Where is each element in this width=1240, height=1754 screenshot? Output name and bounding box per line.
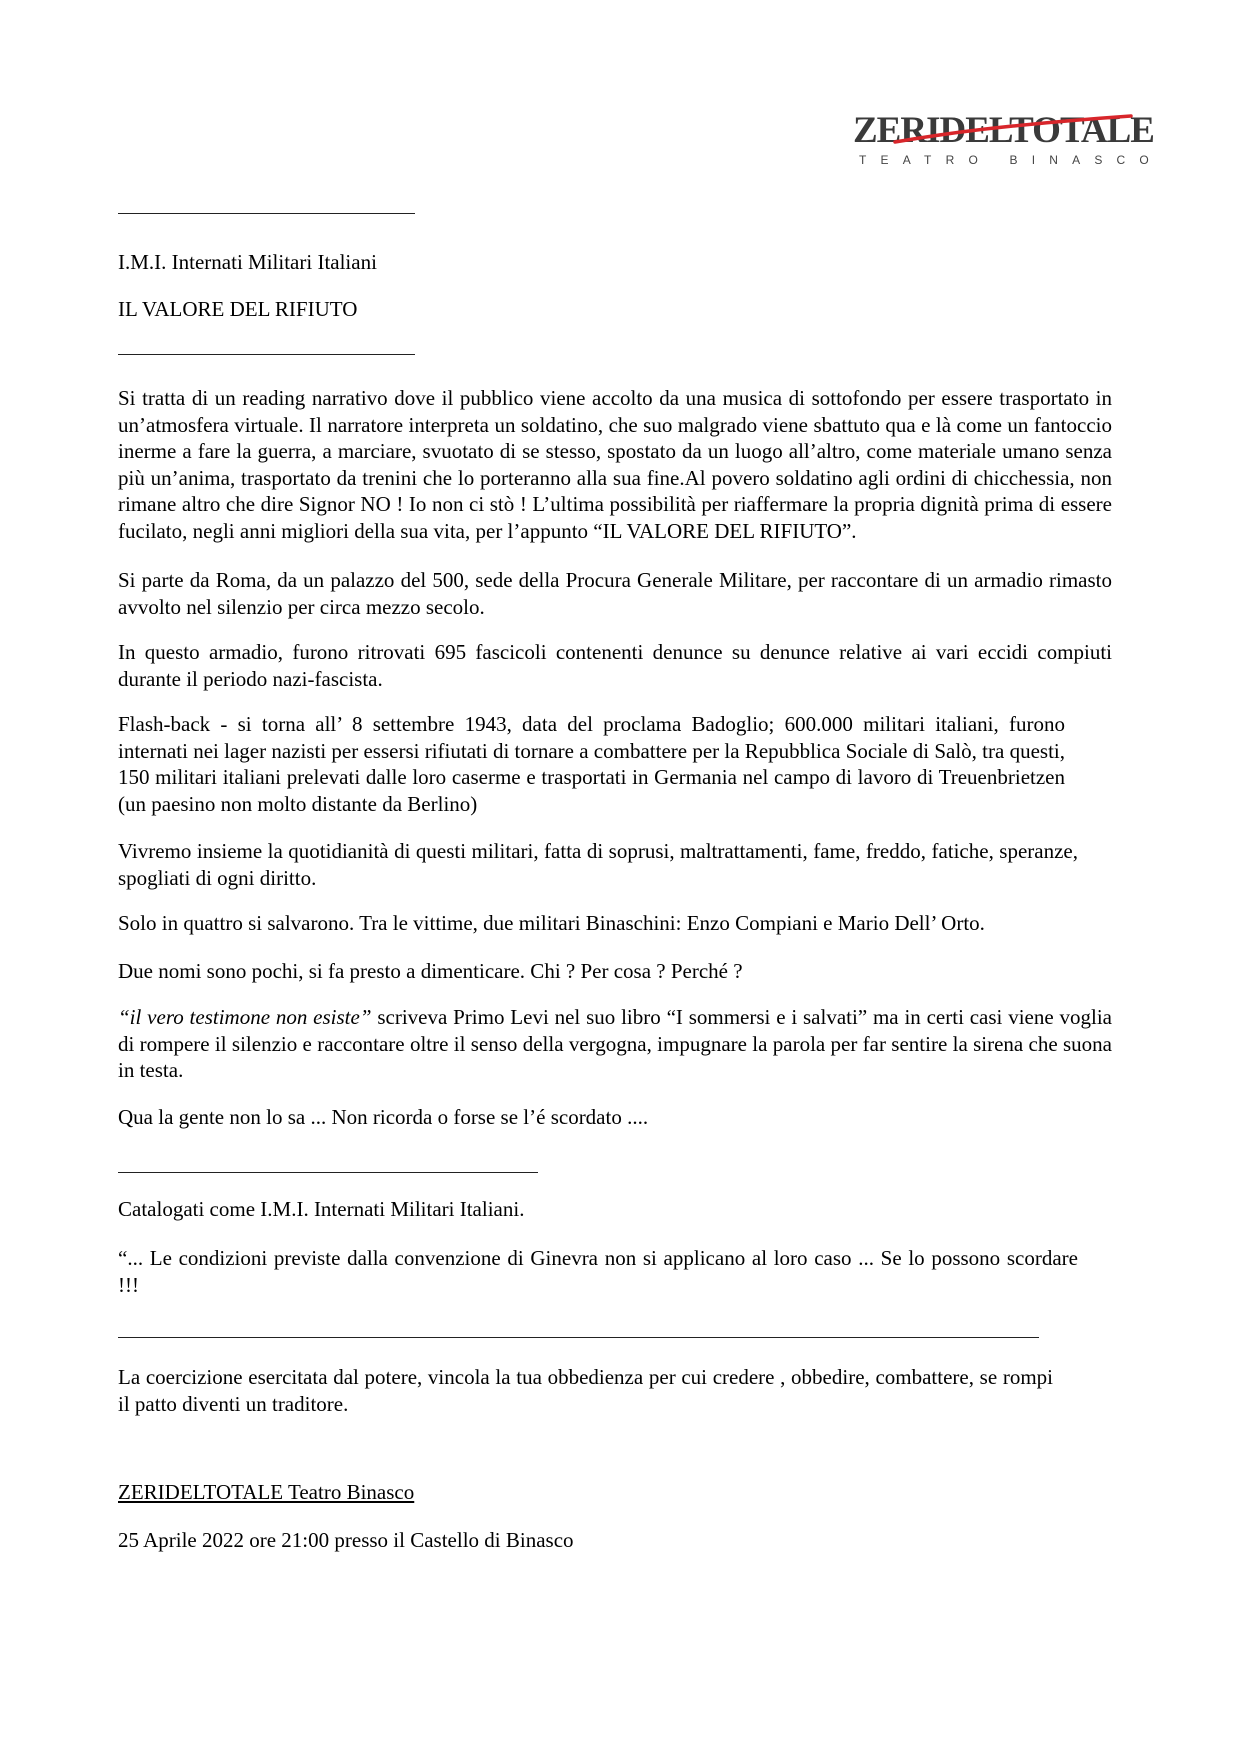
logo-swoosh-icon — [893, 112, 1133, 152]
paragraph-flashback: Flash-back - si torna all’ 8 settembre 1943, data del proclama Badoglio; 600.000 militari italiani, furono internati nei lager nazisti per essersi rifiutati di tornare a combattere per la Repubblica Sociale di Salò, tra questi, 150 militari italiani prelevati dalle loro caserme e trasportati in Germania nel campo di lavoro di Treuenbrietzen (un paesino non molto distante da Berlino) — [118, 712, 1065, 816]
paragraph-quotidianita: Vivremo insieme la quotidianità di questi militari, fatta di soprusi, maltrattamenti, fame, freddo, fatiche, speranze, spogliati di ogni diritto. — [118, 839, 1078, 890]
paragraph-rome: Si parte da Roma, da un palazzo del 500, sede della Procura Generale Militare, per raccontare di un armadio rimasto avvolto nel silenzio per circa mezzo secolo. — [118, 568, 1112, 619]
catalogati-line: Catalogati come I.M.I. Internati Militari Italiani. — [118, 1197, 525, 1221]
paragraph-primo-levi — [118, 1004, 1112, 1084]
divider-top — [118, 213, 415, 214]
divider-middle — [118, 1172, 538, 1173]
header-title: IL VALORE DEL RIFIUTO — [118, 297, 358, 321]
theatre-logo — [853, 110, 1163, 182]
divider-long — [118, 1337, 1039, 1338]
paragraph-intro: Si tratta di un reading narrativo dove il pubblico viene accolto da una musica di sottofondo per essere trasportato in un’atmosfera virtuale. Il narratore interpreta un soldatino, che suo malgrado viene sbattuto qua e là come un fantoccio inerme a fare la guerra, a marciare, svuotato di se stesso, spostato da un luogo all’altro, come materiale umano senza più un’anima, trasportato da trenini che lo porteranno alla sua fine.Al povero soldatino agli ordini di chicchessia, non rimane altro che dire Signor NO ! Io non ci stò ! L’ultima possibilità per riaffermare la propria dignità prima di essere fucilato, negli anni migliori della sua vita, per l’appunto “IL VALORE DEL RIFIUTO”. — [118, 386, 1112, 543]
divider-header — [118, 354, 415, 355]
levi-quote: “il vero testimone non esiste” — [118, 1005, 372, 1029]
footer-organization: ZERIDELTOTALE Teatro Binasco — [118, 1480, 415, 1504]
header-acronym: I.M.I. Internati Militari Italiani — [118, 250, 377, 274]
coercizione-paragraph: La coercizione esercitata dal potere, vincola la tua obbedienza per cui credere , obbedire, combattere, se rompi il patto diventi un traditore. — [118, 1365, 1053, 1416]
logo-wordmark: ZERIDELTOTALE — [853, 110, 1154, 151]
paragraph-vittime: Solo in quattro si salvarono. Tra le vittime, due militari Binaschini: Enzo Compiani e Mario Dell’ Orto. — [118, 911, 985, 935]
paragraph-armadio: In questo armadio, furono ritrovati 695 fascicoli contenenti denunce su denunce relative ai vari eccidi compiuti durante il periodo nazi-fascista. — [118, 640, 1112, 691]
paragraph-gente: Qua la gente non lo sa ... Non ricorda o forse se l’é scordato .... — [118, 1105, 649, 1129]
paragraph-nomi: Due nomi sono pochi, si fa presto a dimenticare. Chi ? Per cosa ? Perché ? — [118, 959, 743, 983]
ginevra-quote: “... Le condizioni previste dalla convenzione di Ginevra non si applicano al loro caso ... Se lo possono scordare !!! — [118, 1246, 1078, 1297]
levi-text: scriveva Primo Levi nel suo libro “I sommersi e i salvati” ma in certi casi viene voglia di rompere il silenzio e raccontare oltre il senso della vergogna, impugnare la parola per far sentire la sirena che suona in testa. — [118, 1005, 1112, 1082]
footer-event-date: 25 Aprile 2022 ore 21:00 presso il Castello di Binasco — [118, 1528, 574, 1552]
logo-subtitle: TEATRO BINASCO — [859, 153, 1163, 167]
